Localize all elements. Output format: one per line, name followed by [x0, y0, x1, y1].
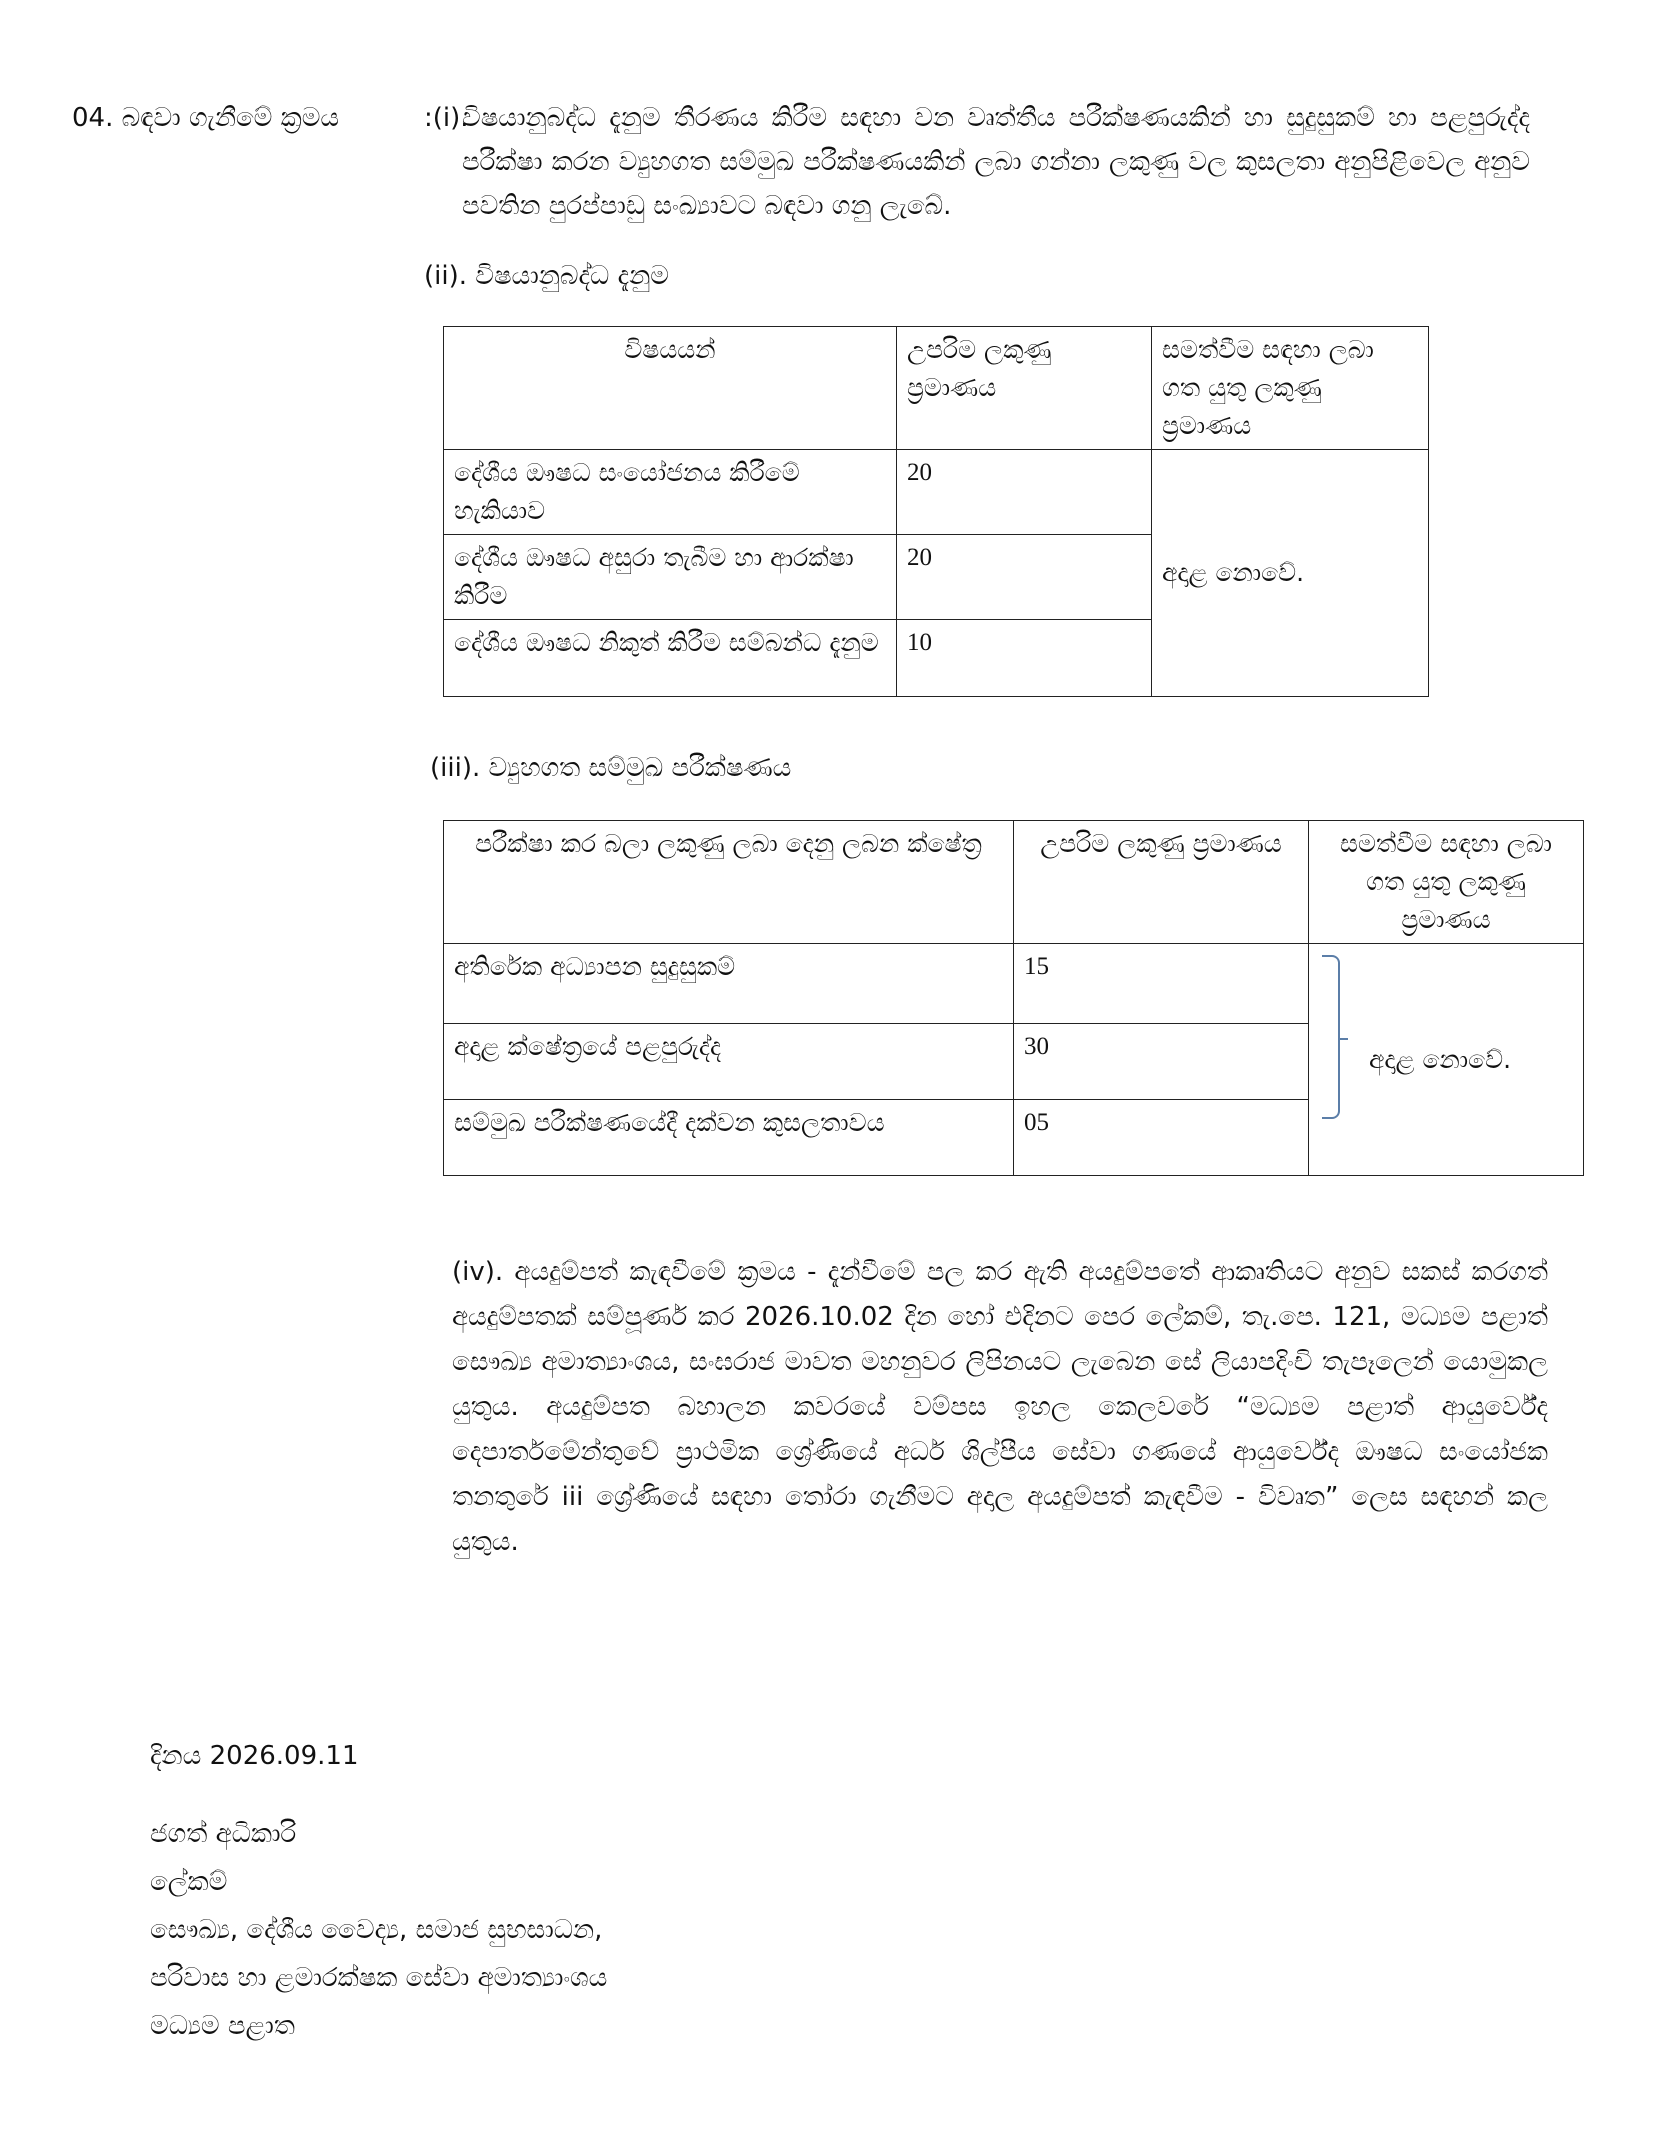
- subject-cell: දේශීය ඖෂධ නිකුත් කිරීම සම්බන්ධ දැනුම: [444, 620, 897, 697]
- signatory-name: ජගත් අධිකාරි: [150, 1819, 297, 1849]
- application-paragraph: (iv). අයදුම්පත් කැඳවීමේ ක්‍රමය - දැන්වීමේ පල කර ඇති අයදුම්පතේ ආකෘතියට අනුව සකස් කරගත් අයදුම්පතක් සම්පූර්ණ කර 2026.10.02 දින හෝ එදිනට පෙර ලේකම්, තැ.පෙ. 121, මධ්‍යම පළාත් සෞඛ්‍ය අමාත්‍යාංශය, සංඝරාජ මාවත මහනුවර ලිපිනයට ලැබෙන සේ ලියාපදිංචි තැපෑලෙන් යොමුකල යුතුය. අයදුම්පත බහාලන කවරයේ වම්පස ඉහල කෙලවරේ “මධ්‍යම පළාත් ආයුර්වේද දෙපාර්තමේන්තුවේ ප්‍රාථමික ශ්‍රේණියේ අර්ධ ශිල්පීය සේවා ගණයේ ආයුර්වේද ඖෂධ සංයෝජක තනතුරේ iii ශ්‍රේණියේ සඳහා තෝරා ගැනීමට අදාල අයදුම්පත් කැඳවීම - විවෘත” ලෙස සඳහන් කල යුතුය.: [452, 1257, 1548, 1557]
- subject-cell: දේශීය ඖෂධ සංයෝජනය කිරීමේ හැකියාව: [444, 450, 897, 535]
- max-marks-cell: 20: [897, 535, 1152, 620]
- field-cell: අතිරේක අධ්‍යාපන සුදුසුකම්: [444, 944, 1014, 1024]
- subject-knowledge-table: [443, 326, 1429, 697]
- field-cell: සම්මුඛ පරීක්ෂණයේදී දක්වන කුසලතාවය: [444, 1100, 1014, 1176]
- interview-heading: (iii). ව්‍යුහගත සම්මුඛ පරීක්ෂණය: [430, 753, 792, 783]
- pass-mark-cell: අදාළ නොවේ.: [1152, 450, 1429, 697]
- ministry-line-1: සෞඛ්‍ය, දේශීය වෛද්‍ය, සමාජ සුභසාධන,: [150, 1915, 603, 1945]
- interview-table: [443, 820, 1584, 1176]
- date-line: දිනය 2026.09.11: [150, 1741, 359, 1771]
- field-cell: අදාළ ක්ෂේත්‍රයේ පළපුරුද්ද: [444, 1024, 1014, 1100]
- intro-paragraph: විෂයානුබද්ධ දැනුම තීරණය කිරීම සඳහා වන වෘත්තීය පරීක්ෂණයකින් හා සුදුසුකම් හා පළපුරුද්ද පරීක්ෂා කරන ව්‍යුහගත සම්මුඛ පරීක්ෂණයකින් ලබා ගන්නා ලකුණු වල කුසලතා අනුපිළිවෙල අනුව පවතින පුරප්පාඩු සංඛ්‍යාවට බඳවා ගනු ලැබේ.: [462, 103, 1530, 221]
- pass-mark-cell: අදාළ නොවේ.: [1309, 944, 1584, 1176]
- table-row: [444, 450, 1429, 535]
- header-cell-pass-marks: සමත්වීම සඳහා ලබා ගත යුතු ලකුණු ප්‍රමාණය: [1309, 821, 1584, 944]
- table-header-row: [444, 327, 1429, 450]
- header-cell-max-marks: උපරිම ලකුණු ප්‍රමාණය: [1014, 821, 1309, 944]
- header-cell-fields: පරීක්ෂා කර බලා ලකුණු ලබා දෙනු ලබන ක්ෂේත්‍ර: [444, 821, 1014, 944]
- table-row: [444, 944, 1584, 1024]
- section-number-label: 04. බඳවා ගැනීමේ ක්‍රමය: [72, 103, 340, 133]
- max-marks-cell: 10: [897, 620, 1152, 697]
- intro-marker: :(i).: [424, 103, 469, 133]
- province-line: මධ්‍යම පළාත: [150, 2011, 295, 2041]
- max-marks-cell: 20: [897, 450, 1152, 535]
- max-marks-cell: 05: [1014, 1100, 1309, 1176]
- header-cell-subjects: විෂයයන්: [444, 327, 897, 450]
- max-marks-cell: 15: [1014, 944, 1309, 1024]
- brace-tick-icon: [1338, 1038, 1348, 1040]
- max-marks-cell: 30: [1014, 1024, 1309, 1100]
- signatory-title: ලේකම්: [150, 1867, 228, 1897]
- header-cell-pass-marks: සමත්වීම සඳහා ලබා ගත යුතු ලකුණු ප්‍රමාණය: [1152, 327, 1429, 450]
- brace-icon: [1322, 955, 1340, 1119]
- ministry-line-2: පරිවාස හා ළමාරක්ෂක සේවා අමාත්‍යාංශය: [150, 1963, 608, 1993]
- subject-knowledge-heading: (ii). විෂයානුබද්ධ දැනුම: [424, 261, 669, 291]
- header-cell-max-marks: උපරිම ලකුණු ප්‍රමාණය: [897, 327, 1152, 450]
- subject-cell: දේශීය ඖෂධ අසුරා තැබීම හා ආරක්ෂා කිරීම: [444, 535, 897, 620]
- table-header-row: [444, 821, 1584, 944]
